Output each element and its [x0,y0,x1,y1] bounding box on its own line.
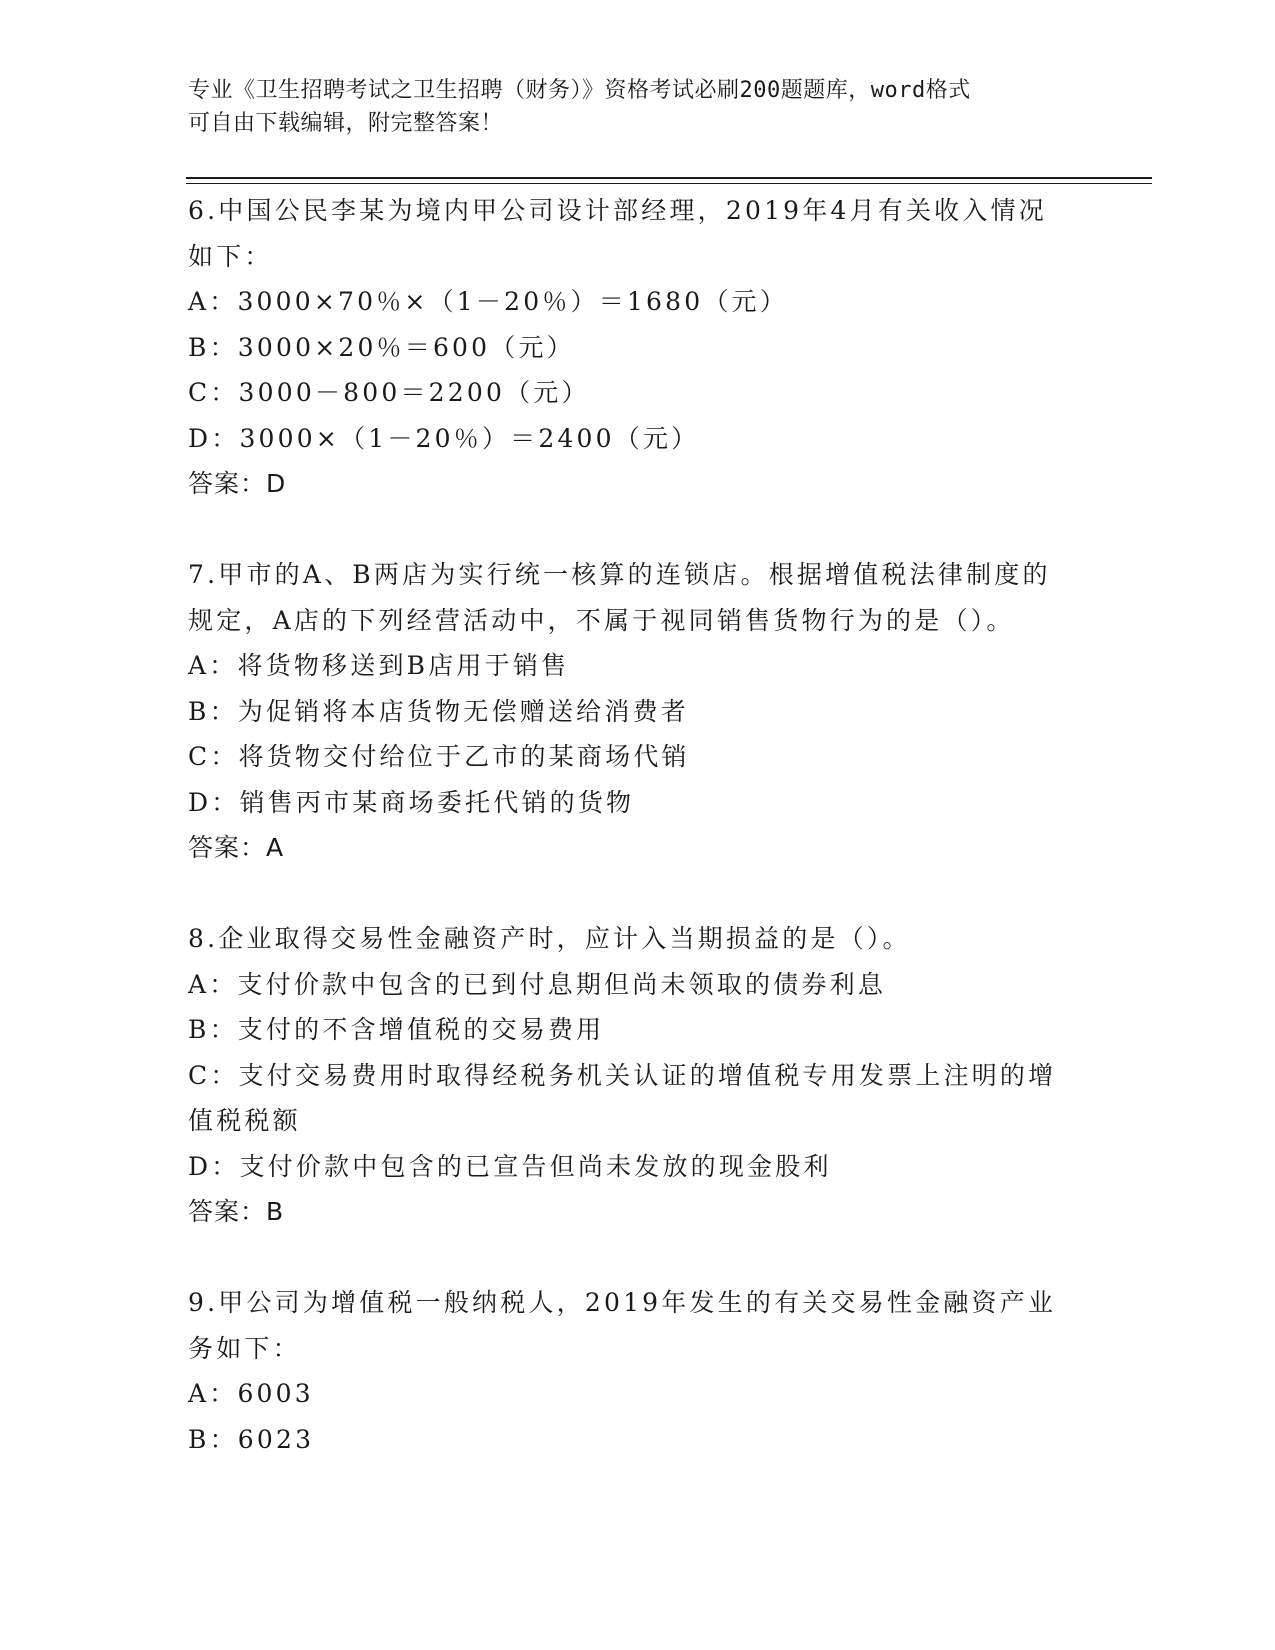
question-7 [188,552,1088,871]
question-stem: 9.甲公司为增值税一般纳税人，2019年发生的有关交易性金融资产业 [188,1288,1057,1317]
option-b: B：支付的不含增值税的交易费用 [188,1015,605,1044]
question-stem: 务如下： [188,1333,301,1363]
header-line-1: 专业《卫生招聘考试之卫生招聘（财务）》资格考试必刷200题题库，word格式 [188,78,971,103]
option-d: D：销售丙市某商场委托代销的货物 [188,787,635,817]
option-d: D：支付价款中包含的已宣告但尚未发放的现金股利 [188,1151,832,1181]
option-b: B：6023 [188,1424,315,1454]
spacer [188,1235,1088,1281]
option-c: C：将货物交付给位于乙市的某商场代销 [188,742,690,771]
header-line-2: 可自由下载编辑，附完整答案！ [188,111,504,136]
option-b: B：3000×20％＝600（元） [188,332,575,362]
question-list [188,188,1088,1462]
question-stem: 规定，A店的下列经营活动中，不属于视同销售货物行为的是（）。 [188,605,1015,635]
answer: 答案：B [188,1197,285,1226]
spacer [188,871,1088,917]
option-d: D：3000×（1－20％）＝2400（元） [188,423,700,453]
document-header [188,74,1068,140]
question-stem: 如下： [188,241,273,271]
option-c: C：3000－800＝2200（元） [188,378,590,407]
option-b: B：为促销将本店货物无偿赠送给消费者 [188,696,689,726]
question-9 [188,1280,1088,1462]
option-a: A：将货物移送到B店用于销售 [188,651,570,680]
option-c: C：支付交易费用时取得经税务机关认证的增值税专用发票上注明的增 [188,1060,1057,1090]
answer: 答案：D [188,469,287,498]
question-stem: 8.企业取得交易性金融资产时，应计入当期损益的是（）。 [188,924,911,953]
header-divider-thin [186,183,1152,184]
option-c-continued: 值税税额 [188,1106,301,1135]
question-6 [188,188,1088,507]
question-stem: 6.中国公民李某为境内甲公司设计部经理，2019年4月有关收入情况 [188,196,1047,225]
spacer [188,507,1088,553]
option-a: A：3000×70％×（1－20％）＝1680（元） [188,287,788,316]
option-a: A：支付价款中包含的已到付息期但尚未领取的债券利息 [188,969,887,999]
header-divider-thick [186,177,1152,179]
option-a: A：6003 [188,1379,314,1408]
answer: 答案：A [188,833,285,862]
question-8 [188,916,1088,1235]
question-stem: 7.甲市的A、B两店为实行统一核算的连锁店。根据增值税法律制度的 [188,560,1051,589]
